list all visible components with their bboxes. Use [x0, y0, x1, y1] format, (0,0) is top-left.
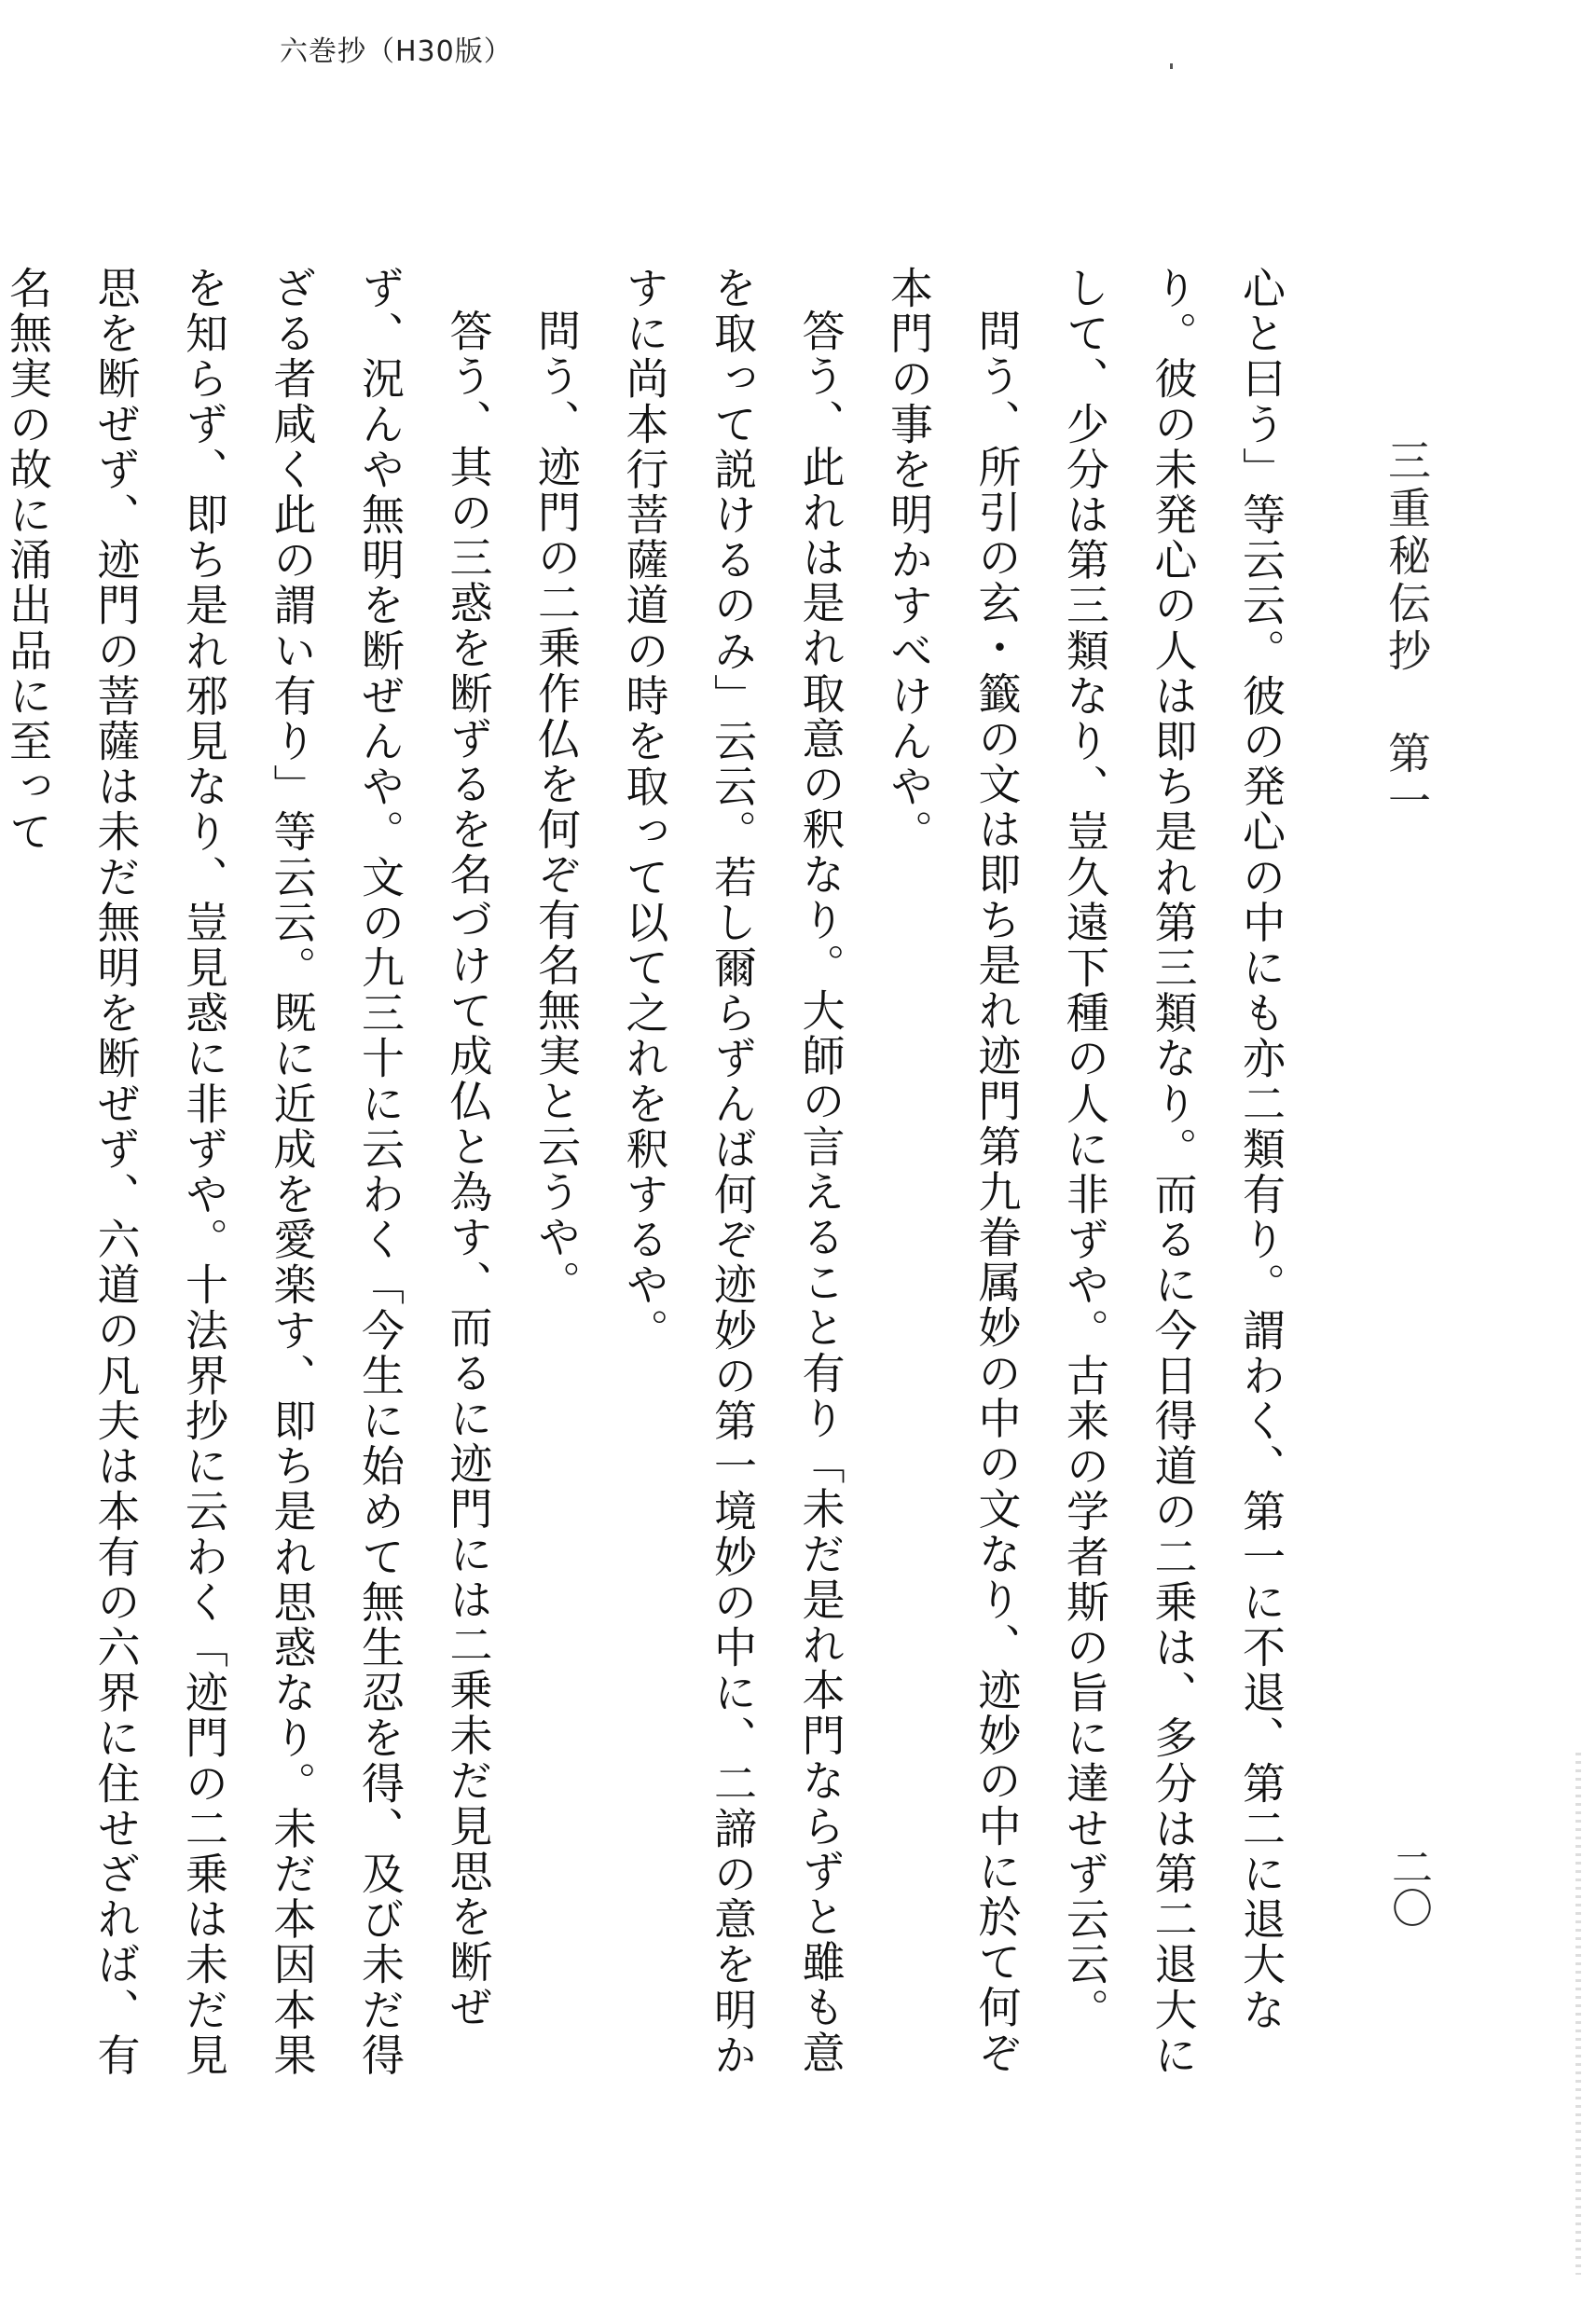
paragraph-answer-1: 答う、此れは是れ取意の釈なり。大師の言えること有り「未だ是れ本門ならずと雖も意を取って説けるのみ」云云。若し爾らずんば何ぞ迹妙の第一境妙の中に、二諦の意を明かすに尚本行菩薩道の時を取って以て之れを釈するや。 — [619, 266, 846, 2078]
running-title: 三重秘伝抄 第一 — [1382, 438, 1432, 826]
paragraph-continued: 心と曰う」等云云。彼の発心の中にも亦二類有り。謂わく、第一に不退、第二に退大なり。彼の未発心の人は即ち是れ第三類なり。而るに今日得道の二乗は、多分は第二退大にして、少分は第三類なり、豈久遠下種の人に非ずや。古来の学者斯の旨に達せず云云。 — [1060, 266, 1286, 2078]
paragraph-answer-2: 答う、其の三惑を断ずるを名づけて成仏と為す、而るに迹門には二乗未だ見思を断ぜず、況んや無明を断ぜんや。文の九三十に云わく「今生に始めて無生忍を得、及び未だ得ざる者咸く此の謂い有り」等云云。既に近成を愛楽す、即ち是れ思惑なり。未だ本因本果を知らず、即ち是れ邪見なり、豈見惑に非ずや。十法界抄に云わく「迹門の二乗は未だ見思を断ぜず、迹門の菩薩は未だ無明を断ぜず、六道の凡夫は本有の六界に住せざれば、有名無実の故に涌出品に至って — [3, 266, 494, 2078]
scan-speck — [1170, 63, 1173, 69]
paragraph-question-2: 問う、迹門の二乗作仏を何ぞ有名無実と云うや。 — [531, 309, 582, 1306]
page-number: 二〇 — [1384, 1846, 1432, 1928]
main-text-block — [3, 266, 1305, 2093]
book-title-header: 六巻抄（H30版） — [280, 35, 513, 68]
paragraph-question-1: 問う、所引の玄・籤の文は即ち是れ迹門第九眷属妙の中の文なり、迹妙の中に於て何ぞ本門の事を明かすべけんや。 — [884, 266, 1023, 2076]
scan-edge-artifact — [1575, 1753, 1581, 2275]
